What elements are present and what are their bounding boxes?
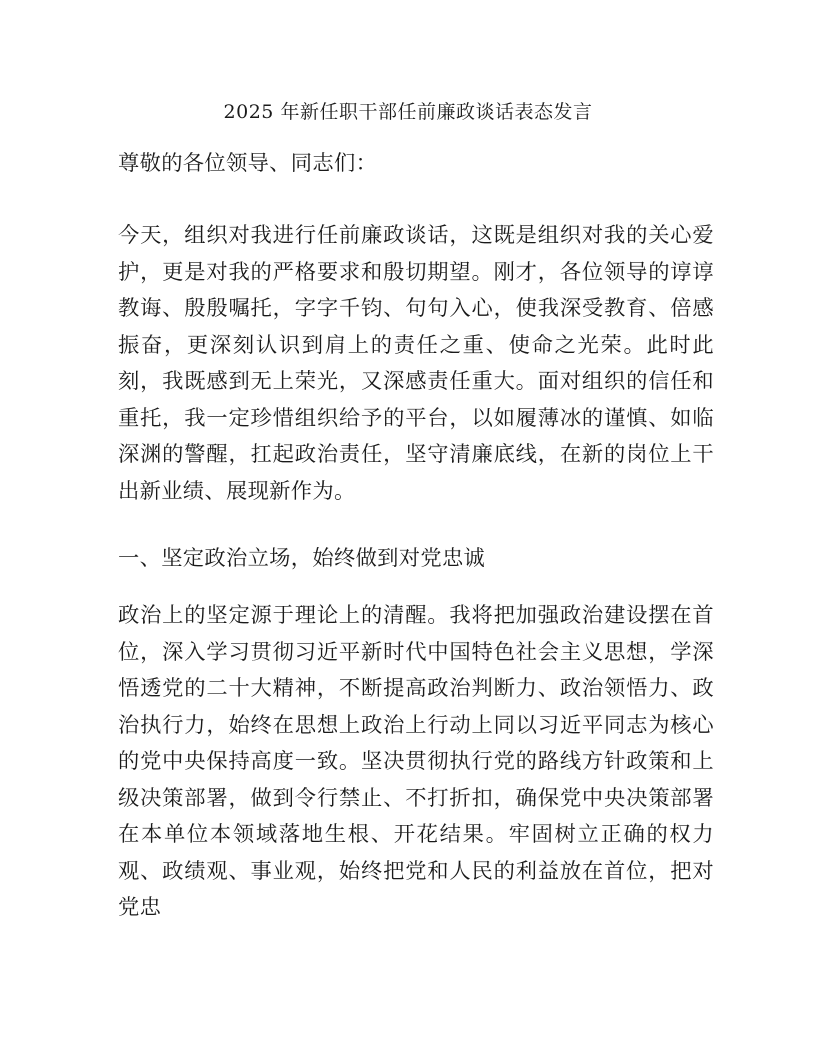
section-heading-1: 一、坚定政治立场，始终做到对党忠诚 <box>118 546 486 571</box>
paragraph-section-1: 政治上的坚定源于理论上的清醒。我将把加强政治建设摆在首位，深入学习贯彻习近平新时代中国特色社会主义思想，学深悟透党的二十大精神，不断提高政治判断力、政治领悟力、政治执行力，始终在思想上政治上行动上同以习近平同志为核心的党中央保持高度一致。坚决贯彻执行党的路线方针政策和上级决策部署，做到令行禁止、不打折扣，确保党中央决策部署在本单位本领域落地生根、开花结果。牢固树立正确的权力观、政绩观、事业观，始终把党和人民的利益放在首位，把对党忠 <box>118 603 714 920</box>
greeting: 尊敬的各位领导、同志们： <box>118 151 378 176</box>
document-title: 2025 年新任职干部任前廉政谈话表态发言 <box>223 101 593 123</box>
paragraph-intro: 今天，组织对我进行任前廉政谈话，这既是组织对我的关心爱护，更是对我的严格要求和殷切期望。刚才，各位领导的谆谆教诲、殷殷嘱托，字字千钧、句句入心，使我深受教育、倍感振奋，更深刻认识到肩上的责任之重、使命之光荣。此时此刻，我既感到无上荣光，又深感责任重大。面对组织的信任和重托，我一定珍惜组织给予的平台，以如履薄冰的谨慎、如临深渊的警醒，扛起政治责任，坚守清廉底线，在新的岗位上干出新业绩、展现新作为。 <box>118 223 714 504</box>
